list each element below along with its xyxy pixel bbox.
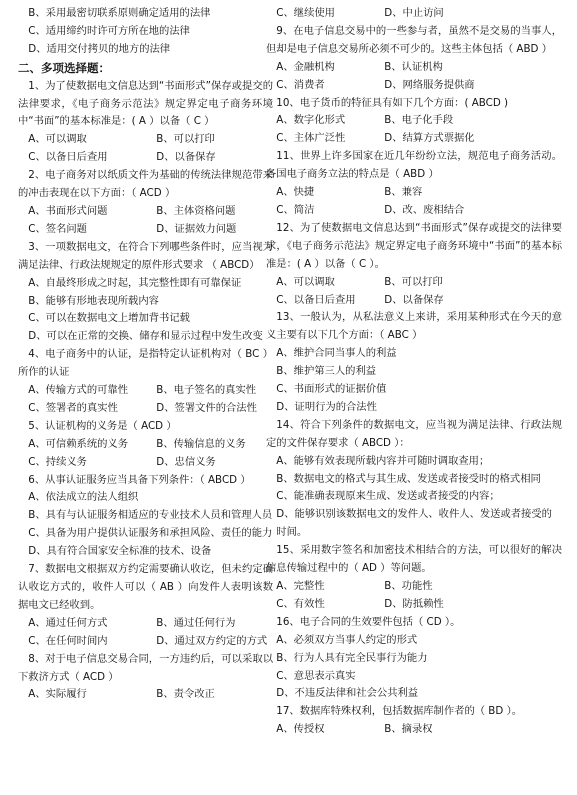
option-a: A、实际履行 [28, 688, 87, 701]
option-line: D、具有符合国家安全标准的技术、设备 [28, 545, 212, 558]
option-row [18, 149, 273, 167]
question-text: 4、电子商务中的认证，是指特定认证机构对（ BC ）所作的认证 [18, 348, 273, 379]
option-line: C、适用缔约时许可方所在地的法律 [28, 24, 190, 37]
option-line: A、依法成立的法人组织 [28, 491, 139, 504]
option-line: D、不违反法律和社会公共利益 [276, 687, 419, 700]
option-line: C、具备为用户提供认证服务和承担风险、责任的能力 [28, 527, 273, 540]
question-text: 10、电子货币的特征具有如下几个方面：( ABCD ) [276, 96, 509, 109]
right-column [266, 5, 562, 739]
option-a: A、完整性 [276, 580, 325, 592]
option-line: C、可以在数据电文上增加背书记载 [28, 312, 190, 325]
option-row [266, 202, 562, 220]
option-line: A、维护合同当事人的利益 [276, 347, 397, 360]
option-row [18, 131, 273, 149]
option-a: C、在任何时间内 [28, 634, 108, 647]
option-line: C、能准确表现原来生成、发送或者接受的内容； [276, 490, 500, 503]
question-text: 12、为了使数据电文信息达到“书面形式”保存或提交的法律要求，《电子商务示范法》规定界定电子商务环境中“书面”的基本标准是：( A ）以备（ C ）。 [266, 221, 562, 270]
question-text: 16、电子合同的生效要件包括（ CD ）。 [276, 615, 461, 628]
option-line: B、具有与认证服务相适应的专业技术人员和管理人员 [28, 509, 273, 522]
option-b: B、传输信息的义务 [156, 437, 246, 450]
option-row [18, 221, 273, 239]
option-line: B、维护第三人的利益 [276, 365, 377, 378]
question-text: 13、一般认为，从私法意义上来讲，采用某种形式在今天的意义主要有以下几个方面：（ ABC ） [266, 311, 562, 342]
option-b: B、责令改正 [156, 688, 215, 701]
option-line: A、能够有效表现所载内容并可随时调取查用； [276, 454, 490, 467]
option-a: A、书面形式问题 [28, 204, 108, 217]
option-row [18, 633, 273, 651]
option-row [18, 400, 273, 418]
question-text: 14、符合下列条件的数据电文，应当视为满足法律、行政法规定的文件保存要求（ ABCD ）： [266, 418, 562, 449]
option-row [266, 77, 562, 95]
option-b: D、结算方式票据化 [384, 132, 475, 145]
option-a: C、主体广泛性 [276, 132, 346, 145]
option-a: C、简洁 [276, 203, 315, 216]
option-line: C、书面形式的证据价值 [276, 383, 387, 396]
option-a: A、通过任何方式 [28, 616, 108, 629]
option-a: C、签名问题 [28, 222, 87, 235]
option-row [266, 292, 562, 310]
left-column [18, 5, 273, 704]
option-b: D、以备保存 [384, 293, 444, 306]
option-row [18, 436, 273, 454]
option-b: B、电子签名的真实性 [156, 384, 257, 397]
option-b: D、忠信义务 [156, 455, 216, 468]
option-row [266, 596, 562, 614]
option-row [18, 203, 273, 221]
option-row [266, 130, 562, 148]
option-b: B、摘录权 [384, 723, 433, 736]
option-line: C、意思表示真实 [276, 669, 356, 682]
option-line: B、行为人具有完全民事行为能力 [276, 651, 428, 664]
option-row [266, 274, 562, 292]
option-row [266, 112, 562, 130]
option-line: D、适用交付拷贝的地方的法律 [28, 42, 171, 55]
option-a: C、以备日后查用 [28, 151, 108, 164]
option-b: D、网络服务提供商 [384, 78, 475, 91]
option-row [18, 454, 273, 472]
option-a: A、传输方式的可靠性 [28, 384, 129, 397]
option-line: D、可以在正常的交换、储存和显示过程中发生改变 [28, 330, 263, 343]
option-line: B、能够有形地表现所载内容 [28, 294, 159, 307]
option-line: A、自最终形成之时起，其完整性即有可靠保证 [28, 276, 242, 289]
question-text: 5、认证机构的义务是（ ACD ） [28, 419, 177, 432]
option-b: D、签署文件的合法性 [156, 401, 257, 414]
option-line: D、能够识别该数据电文的发件人、收件人、发送或者接受的时间。 [276, 508, 552, 539]
option-b: D、中止访问 [384, 7, 444, 19]
question-text: 3、一项数据电文，在符合下列哪些条件时，应当视为满足法律、行政法规规定的原件形式要求 （ ABCD） [18, 240, 273, 271]
question-text: 7、数据电文根据双方约定需要确认收讫，但未约定确认收讫方式的，收件人可以（ AB ）向发件人表明该数据电文已经收到。 [18, 563, 273, 611]
option-b: B、主体资格问题 [156, 204, 236, 217]
option-row [266, 721, 562, 739]
question-text: 2、电子商务对以纸质文件为基础的传统法律规范带来的冲击表现在以下方面：（ ACD ） [18, 169, 273, 200]
option-a: C、持续义务 [28, 455, 87, 468]
option-row [18, 382, 273, 400]
option-line: B、数据电文的格式与其生成、发送或者接受时的格式相同 [276, 472, 541, 485]
option-line: B、采用最密切联系原则确定适用的法律 [28, 7, 211, 19]
option-b: B、电子化手段 [384, 114, 454, 127]
option-row [266, 578, 562, 596]
option-a: C、消费者 [276, 78, 325, 91]
question-text: 8、对于电子信息交易合同，一方违约后，可以采取以下救济方式（ ACD ） [18, 652, 273, 683]
option-b: B、可以打印 [384, 275, 443, 288]
question-text: 11、世界上许多国家在近几年纷纷立法，规范电子商务活动。各国电子商务立法的特点是（ ABD ） [266, 150, 562, 181]
option-b: B、功能性 [384, 580, 433, 592]
option-a: A、可信赖系统的义务 [28, 437, 129, 450]
option-row [18, 615, 273, 633]
option-a: A、可以调取 [276, 275, 335, 288]
option-row [266, 5, 562, 23]
section-heading: 二、多项选择题： [18, 60, 110, 75]
option-line: A、必须双方当事人约定的形式 [276, 633, 418, 646]
option-b: B、可以打印 [156, 133, 215, 146]
question-text: 6、从事认证服务应当具备下列条件：（ ABCD ） [28, 473, 251, 486]
option-a: C、签署者的真实性 [28, 401, 118, 414]
option-a: A、快捷 [276, 186, 315, 199]
option-row [266, 59, 562, 77]
option-a: C、以备日后查用 [276, 293, 356, 306]
question-text: 15、采用数字签名和加密技术相结合的方法，可以很好的解决信息传输过程中的（ AD ）等问题。 [266, 544, 562, 575]
option-b: D、改、废相结合 [384, 203, 465, 216]
option-a: C、有效性 [276, 597, 325, 610]
option-row [266, 184, 562, 202]
option-a: A、金融机构 [276, 60, 335, 73]
option-a: A、数字化形式 [276, 114, 346, 127]
option-b: D、通过双方约定的方式 [156, 634, 268, 647]
option-line: D、证明行为的合法性 [276, 400, 377, 413]
option-a: A、可以调取 [28, 133, 87, 146]
question-text: 9、在电子信息交易中的一些参与者，虽然不是交易的当事人，但却是电子信息交易所必须不可少的。这些主体包括（ ABD ） [266, 24, 562, 55]
option-b: D、证据效力问题 [156, 222, 237, 235]
option-b: B、认证机构 [384, 60, 443, 73]
option-a: C、继续使用 [276, 7, 335, 19]
option-row [18, 686, 273, 704]
option-b: D、以备保存 [156, 151, 216, 164]
option-a: A、传授权 [276, 723, 325, 736]
option-b: B、兼容 [384, 186, 423, 199]
question-text: 17、数据库特殊权利，包括数据库制作者的（ BD ）。 [276, 705, 523, 718]
question-text: 1、为了使数据电文信息达到“书面形式”保存或提交的法律要求，《电子商务示范法》规定界定电子商务环境中“书面”的基本标准是：( A ）以备（ C ） [18, 79, 273, 128]
option-b: D、防抵赖性 [384, 597, 444, 610]
option-b: B、通过任何行为 [156, 616, 236, 629]
